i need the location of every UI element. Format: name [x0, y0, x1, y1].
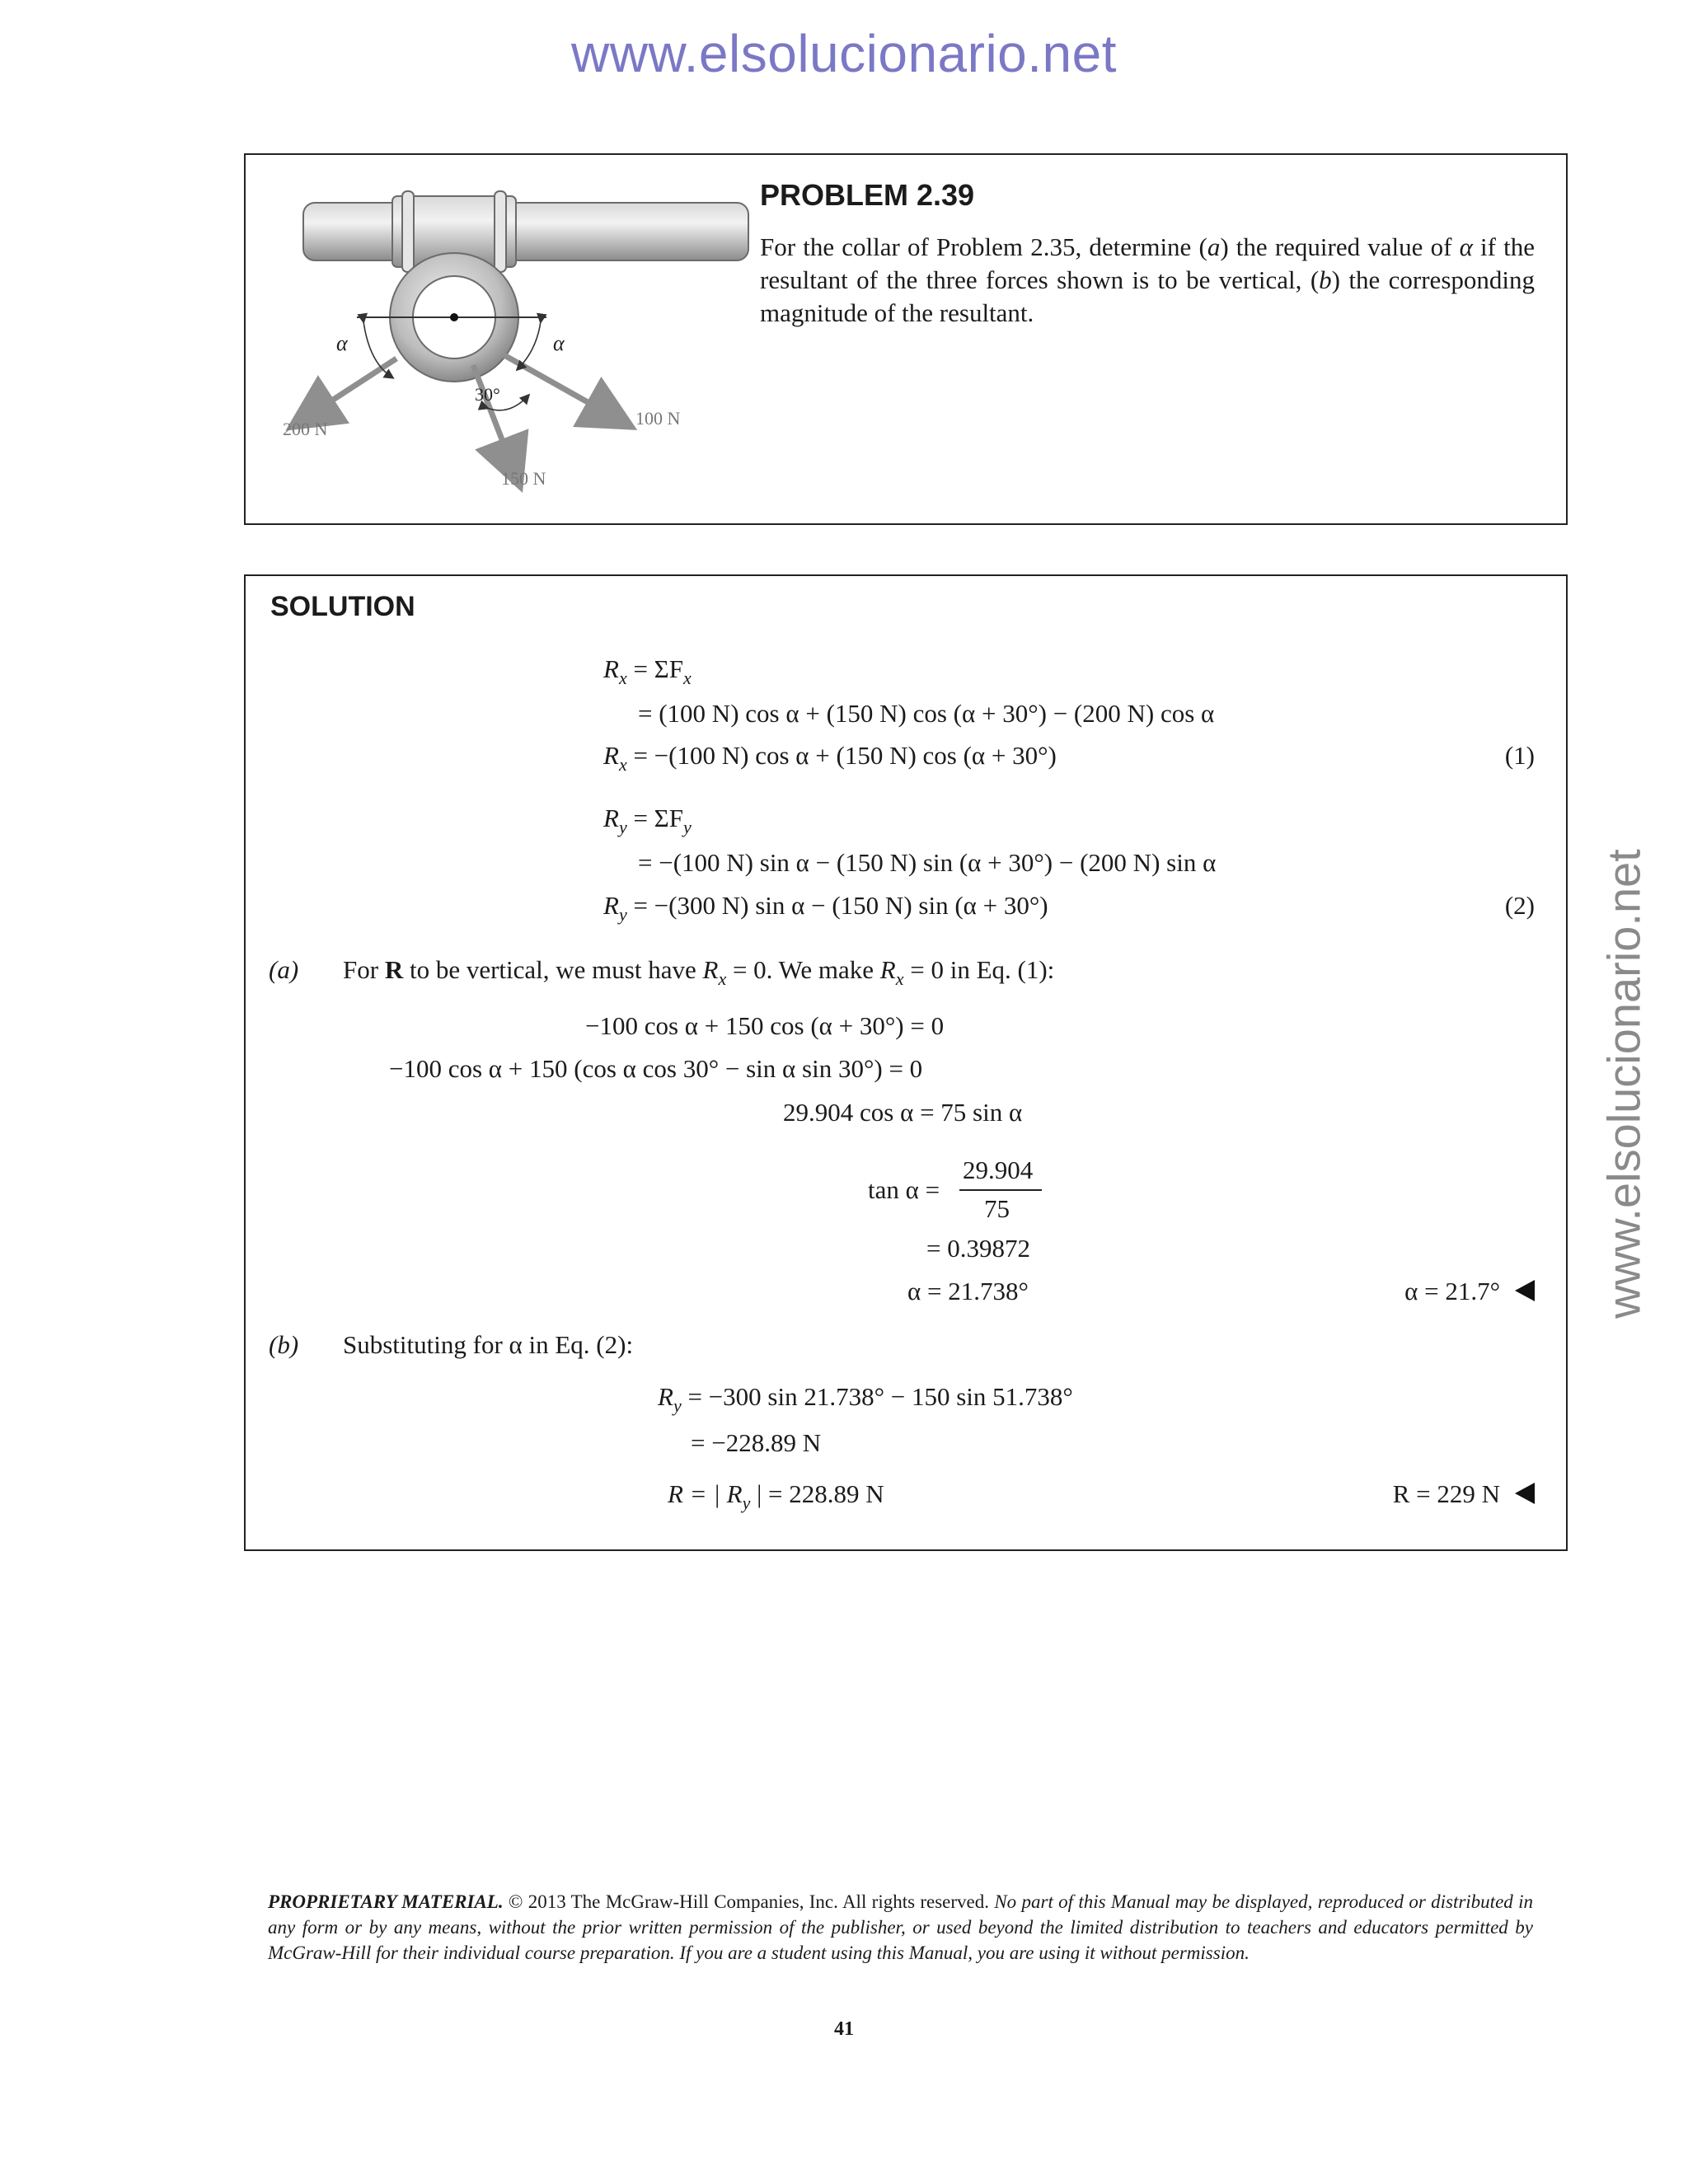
problem-box — [244, 153, 1568, 525]
force-100-label: 100 N — [635, 408, 681, 429]
eq-ry-expand: = −(100 N) sin α − (150 N) sin (α + 30°) − (200 N) sin α — [638, 848, 1217, 877]
force-150-arrow — [473, 365, 518, 482]
eq-number-2: (2) — [1504, 891, 1535, 920]
thirty-degree-label: 30° — [475, 384, 500, 405]
eq-b-3: R = | $R_y$ | = 228.89 N — [668, 1479, 884, 1513]
fraction-bar — [959, 1189, 1042, 1191]
part-b-label: (b) — [269, 1330, 299, 1359]
part-b-statement: Substituting for α in Eq. (2): — [343, 1330, 634, 1359]
watermark-side: www.elsolucionario.net — [1597, 849, 1650, 1319]
answer-a: α = 21.7° — [1404, 1277, 1535, 1306]
copyright-notice: PROPRIETARY MATERIAL. © 2013 The McGraw-Hill Companies, Inc. All rights reserved. No part of this Manual may be displayed, reproduced or distributed in any form or by any means, without the prior written permission of the publisher, or used beyond the limited distribution to teachers and educators permitted by McGraw-Hill for their individual course preparation. If you are a student using this Manual, you are using it without permission. — [268, 1891, 1533, 1963]
problem-statement: For the collar of Problem 2.35, determine (a) the required value of α if the resultant of the three forces shown is to be vertical, (b) the corresponding magnitude of the resultant. — [760, 232, 1536, 327]
answer-marker-icon — [1515, 1280, 1535, 1301]
eq-b-2: = −228.89 N — [691, 1428, 822, 1457]
alpha-label-right: α — [553, 331, 565, 355]
force-200-label: 200 N — [283, 419, 328, 439]
watermark-top[interactable]: www.elsolucionario.net — [571, 24, 1117, 83]
force-150-label: 150 N — [501, 468, 546, 489]
eq-a-1: −100 cos α + 150 cos (α + 30°) = 0 — [585, 1011, 945, 1040]
page-number: 41 — [834, 2018, 854, 2040]
answer-marker-icon — [1515, 1483, 1535, 1504]
tan-numerator: 29.904 — [963, 1155, 1034, 1184]
part-a-label: (a) — [269, 955, 299, 984]
eq-number-1: (1) — [1504, 741, 1535, 770]
eq-a-3: 29.904 cos α = 75 sin α — [783, 1098, 1023, 1127]
eq-a-2: −100 cos α + 150 (cos α cos 30° − sin α sin 30°) = 0 — [389, 1054, 923, 1083]
eq-ry-result: $R_y = -(300$ N) sin α − (150 N) sin (α + 30°) — [603, 891, 1048, 925]
alpha-value: α = 21.738° — [907, 1277, 1029, 1305]
tan-value: = 0.39872 — [926, 1234, 1030, 1263]
answer-b: R = 229 N — [1393, 1479, 1535, 1509]
problem-title: PROBLEM 2.39 — [760, 178, 975, 212]
part-a-statement: For R to be vertical, we must have $R_x = 0$. We make $R_x = 0$ in Eq. (1): — [343, 955, 1055, 989]
alpha-label-left: α — [336, 331, 348, 355]
tan-denominator: 75 — [984, 1194, 1010, 1223]
collar-figure — [279, 173, 773, 511]
solution-title: SOLUTION — [270, 591, 415, 622]
tan-lhs: tan α = — [868, 1175, 940, 1204]
eq-rx-expand: = (100 N) cos α + (150 N) cos (α + 30°) − (200 N) cos α — [638, 699, 1215, 728]
eq-rx-result: $R_x = -(100$ N) cos α + (150 N) cos (α + 30°) — [603, 741, 1057, 775]
rod — [303, 191, 748, 272]
eq-b-1: $R_y = -300$ sin 21.738° − 150 sin 51.738° — [658, 1382, 1073, 1416]
eq-rx-sum: $R_x = \Sigma F_x$ — [603, 654, 692, 688]
eq-ry-sum: $R_y = \Sigma F_y$ — [603, 804, 692, 837]
solution-box — [244, 574, 1568, 1551]
